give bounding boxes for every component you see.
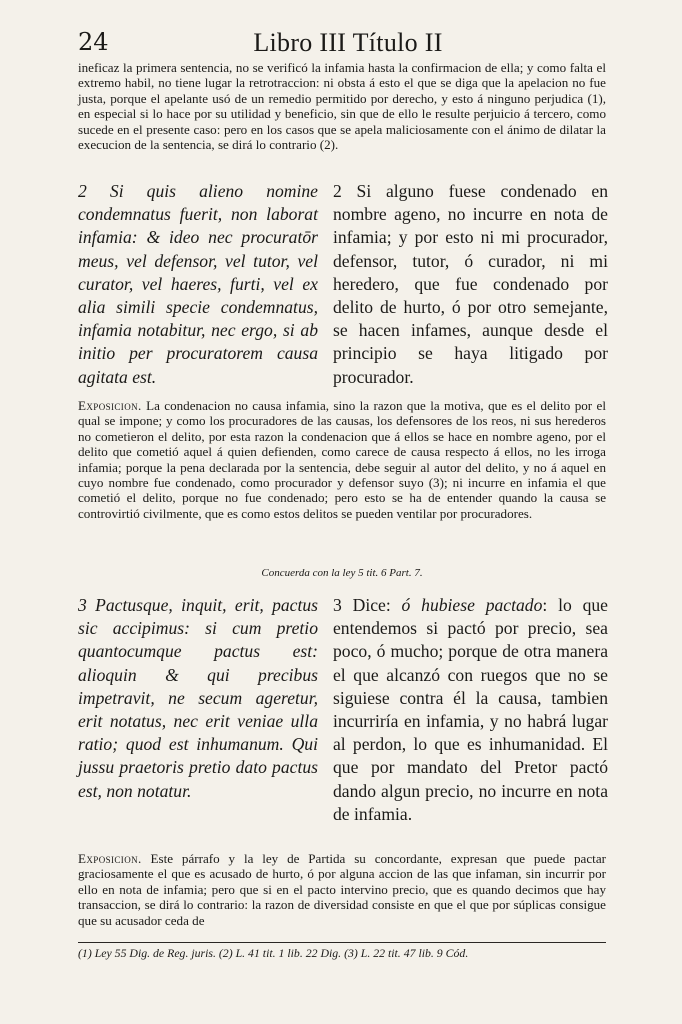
spanish-text: 2 Si alguno fuese condenado en nombre ageno, no incurre en nota de infamia; y por esto ni mi procurador, defensor, tutor, ó curador, ni mi heredero, que fue condenado por delito de hurto, ó por otro semejante, se hacen infames, aunque desde el principio se haya litigado por procurador.: [333, 181, 608, 387]
spanish-column: [333, 594, 608, 826]
latin-column: [78, 180, 318, 389]
section-3: [78, 594, 608, 844]
latin-column: [78, 594, 318, 803]
spanish-column: [333, 180, 608, 389]
intro-paragraph: ineficaz la primera sentencia, no se verificó la infamia hasta la confirmacion de ella; y como falta el extremo habil, no tiene lugar la retrotraccion: ni obsta á esto el que se diga que la apelacion no fue justa, porque el apelante usó de un remedio permitido por derecho, y esto á ninguno perjudica (1), en especial si lo hace por su utilidad y beneficio, sin que de ello le resulte perjuicio á tercero, como sucede en el presente caso: pero en los casos que se apela maliciosamente con el ánimo de dilatar la execucion de la sentencia, se dirá lo contrario (2).: [78, 60, 606, 153]
commentary-text: Este párrafo y la ley de Partida su concordante, expresan que puede pactar graciosamente el que es acusado de hurto, ó por alguna accion de las que infaman, sin incurrir por ello en nota de infamia; pero que si en el pacto intervino precio, que es quando decimos que hay transaccion, se dirá lo contrario: la razon de diversidad consiste en que el que por súplicas consigue que su acusador ceda de: [78, 851, 606, 928]
section-2: [78, 180, 608, 390]
footnote-divider: [78, 942, 606, 943]
spanish-prefix: 3 Dice:: [333, 595, 402, 615]
concordance-note: Concuerda con la ley 5 tit. 6 Part. 7.: [261, 567, 423, 579]
page-header: [78, 26, 618, 56]
spanish-text: [333, 594, 608, 826]
latin-text: 2 Si quis alieno nomine condemnatus fuerit, non laborat infamia: & ideo nec procuratōr meus, vel defensor, vel tutor, vel curator, vel haeres, furti, vel ex alia simili specie condemnatus, infamia notabitur, nec ergo, si ab initio per procuratorem causa agitata est.: [78, 181, 318, 387]
commentary-section-3: [78, 851, 606, 928]
exposicion-label: Exposicion.: [78, 851, 142, 866]
commentary-section-2: [78, 398, 606, 521]
running-title: Libro III Título II: [253, 28, 443, 57]
footnotes: (1) Ley 55 Dig. de Reg. juris. (2) L. 41 tit. 1 lib. 22 Dig. (3) L. 22 tit. 47 lib. 9 Cód.: [78, 946, 469, 960]
commentary-text: La condenacion no causa infamia, sino la razon que la motiva, que es el delito por el qual se impone; y como los procuradores de las causas, los defensores de los reos, ni sus herederos no cometieron el delito, por esta razon la condenacion que á ellos se hace en nombre ageno, por el delito que cometió aquel á quien defienden, como carece de causa respecto á ellos, no les irroga infamia; porque la pena declarada por la sentencia, debe seguir al autor del delito, y no á aquel en cuyo nombre fue condenado, como procurador y defensor suyo (3); ni incurre en infamia el que cometió el delito, porque no fue condenado; pero esto se ha de entender quando la causa se controvirtió civilmente, que es como estos delitos se pueden ventilar por procuradores.: [78, 398, 606, 521]
exposicion-label: Exposicion.: [78, 398, 142, 413]
latin-text: 3 Pactusque, inquit, erit, pactus sic accipimus: si cum pretio quantocumque pactus est: alioquin & qui precibus impetravit, ne secum ageretur, erit notatus, nec erit veniae ulla ratio; quod est inhumanum. Qui jussu praetoris pretio dato pactus est, non notatur.: [78, 595, 318, 801]
spanish-rest: : lo que entendemos si pactó por precio, sea poco, ó mucho; porque de otra manera el que alcanzó con ruegos que no se siguiese contra él la causa, tambien incurriría en infamia, y no habrá lugar al perdon, lo que es inhumanidad. El que por mandato del Pretor pactó dando algun precio, no incurre en nota de infamia.: [333, 595, 608, 824]
quoted-phrase: ó hubiese pactado: [401, 595, 543, 615]
page-number: 24: [78, 28, 109, 56]
